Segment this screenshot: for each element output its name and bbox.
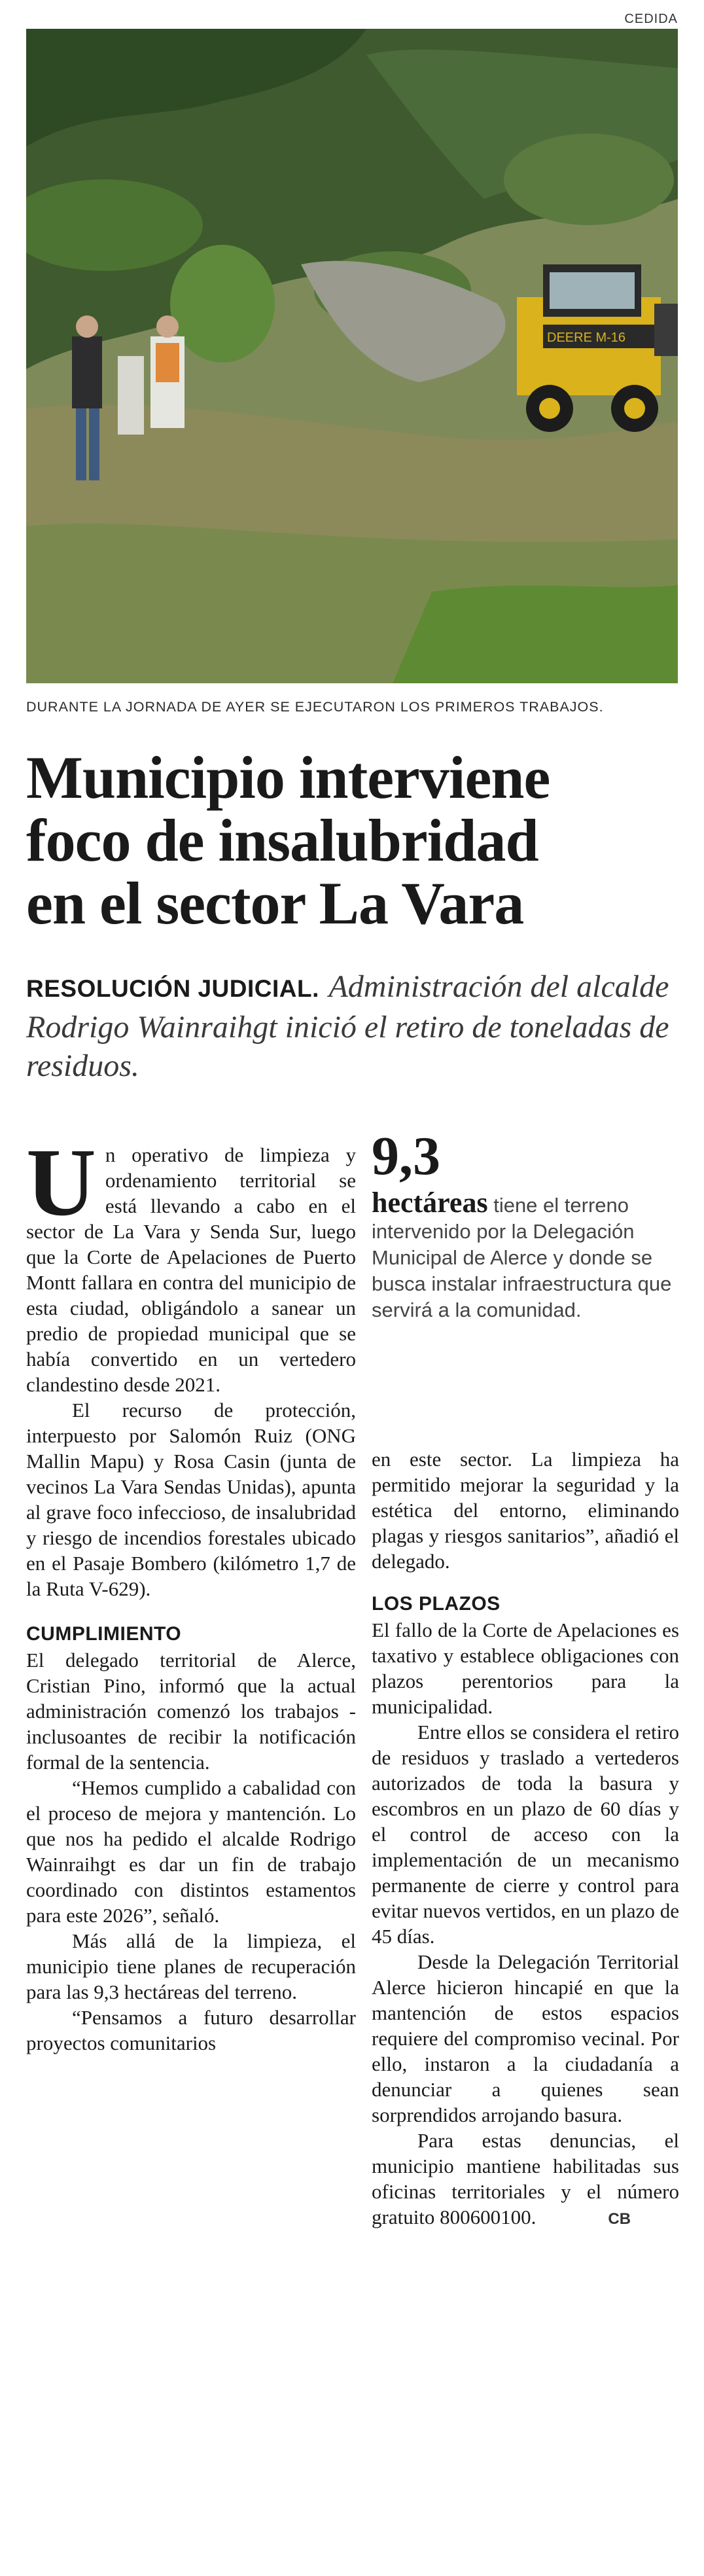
stat-number: 9,3	[372, 1126, 440, 1187]
article-column-left	[26, 1129, 356, 2056]
paragraph-1-text: n operativo de limpieza y ordenamiento territorial se está llevando a cabo en el sector de La Vara y Senda Sur, luego que la Corte de Apelaciones de Puerto Montt fallara en contra del municipio de esta ciudad, obligándolo a sanear un predio de propiedad municipal que se había convertido en un vertedero clandestino desde 2021.	[26, 1143, 356, 1396]
paragraph-8: El fallo de la Corte de Apelaciones es taxativo y establece obligaciones con plazos perentorios para la municipalidad.	[372, 1619, 679, 1718]
drop-cap: U	[26, 1129, 96, 1236]
subhead-cumplimiento: CUMPLIMIENTO	[26, 1623, 182, 1645]
stat-callout	[372, 1127, 679, 1323]
paragraph-9: Entre ellos se considera el retiro de residuos y traslado a vertederos autorizados de toda la basura y escombros en un plazo de 60 días y el control de acceso con la implementación de un mecanismo permanente de cierre y control para evitar nuevos vertidos, en un plazo de 45 días.	[372, 1721, 679, 1948]
end-mark-icon: CB	[608, 2210, 631, 2228]
paragraph-7: en este sector. La limpieza ha permitido mejorar la seguridad y la estética del entorno, eliminando plagas y riesgos sanitarios”, añadió el delegado.	[372, 1448, 679, 1573]
article-photo	[26, 29, 678, 683]
deck	[26, 967, 680, 1085]
headline-line-1: Municipio interviene	[26, 744, 550, 811]
paragraph-5: Más allá de la limpieza, el municipio tiene planes de recuperación para las 9,3 hectáreas del terreno.	[26, 1929, 356, 2003]
paragraph-11-text: Para estas denuncias, el municipio mantiene habilitadas sus oficinas territoriales y el número gratuito 800600100.	[372, 2129, 679, 2228]
paragraph-3: El delegado territorial de Alerce, Cristian Pino, informó que la actual administración comenzó los trabajos -inclusoantes de recibir la notificación formal de la sentencia.	[26, 1649, 356, 1774]
stat-description	[372, 1187, 679, 1323]
lead-paragraph	[26, 1129, 356, 1397]
paragraph-4: “Hemos cumplido a cabalidad con el proceso de mejora y mantención. Lo que nos ha pedido el alcalde Rodrigo Wainraihgt es dar un fin de trabajo coordinado con distintos estamentos para este 2026”, señaló.	[26, 1776, 356, 1927]
photo-caption: DURANTE LA JORNADA DE AYER SE EJECUTARON LOS PRIMEROS TRABAJOS.	[26, 699, 604, 715]
photo-worksite-icon	[26, 29, 678, 683]
paragraph-11	[372, 2128, 679, 2232]
paragraph-2: El recurso de protección, interpuesto por Salomón Ruiz (ONG Mallin Mapu) y Rosa Casin (junta de vecinos La Vara Sendas Unidas), apunta al grave foco infeccioso, de insalubridad y riesgo de incendios forestales ubicado en el Pasaje Bombero (kilómetro 1,7 de la Ruta V-629).	[26, 1399, 356, 1600]
paragraph-6: “Pensamos a futuro desarrollar proyectos comunitarios	[26, 2006, 356, 2054]
svg-text:DEERE M-16: DEERE M-16	[547, 331, 626, 345]
deck-text: Administración del alcalde Rodrigo Wainraihgt inició el retiro de toneladas de residuos.	[26, 969, 669, 1083]
subhead-los-plazos: LOS PLAZOS	[372, 1593, 501, 1615]
headline-line-3: en el sector La Vara	[26, 870, 524, 937]
deck-kicker: RESOLUCIÓN JUDICIAL.	[26, 975, 319, 1002]
article-column-right	[372, 1446, 679, 2232]
paragraph-10: Desde la Delegación Territorial Alerce hicieron hincapié en que la mantención de estos espacios requiere del compromiso vecinal. Por ello, instaron a la ciudadanía a denunciar a quienes sean sorprendidos arrojando basura.	[372, 1950, 679, 2126]
headline-line-2: foco de insalubridad	[26, 807, 538, 874]
stat-text: tiene el terreno intervenido por la Delegación Municipal de Alerce y donde se busca instalar infraestructura que servirá a la comunidad.	[372, 1194, 672, 1321]
stat-unit: hectáreas	[372, 1187, 488, 1219]
photo-credit: CEDIDA	[624, 12, 678, 26]
headline	[26, 746, 680, 935]
